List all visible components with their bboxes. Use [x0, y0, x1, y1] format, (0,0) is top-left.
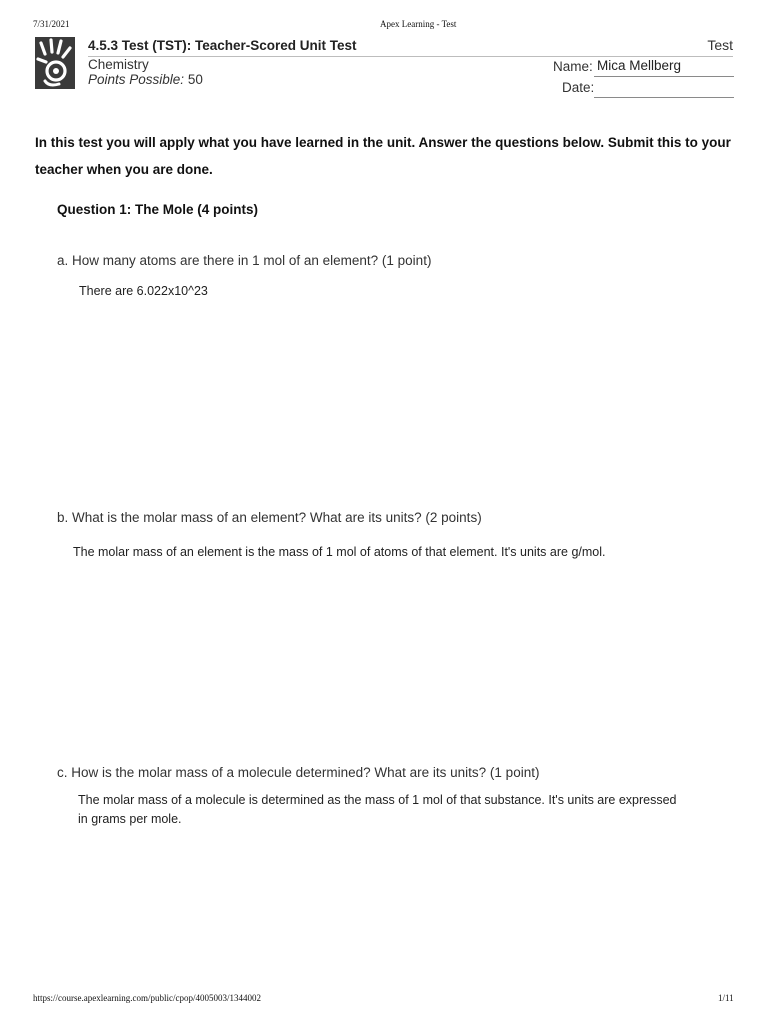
question-part-c: c. How is the molar mass of a molecule determined? What are its units? (1 point) — [57, 765, 540, 780]
answer-part-a[interactable]: There are 6.022x10^23 — [79, 284, 208, 298]
points-possible-label: Points Possible: — [88, 72, 185, 87]
points-possible-value: 50 — [187, 72, 203, 87]
answer-part-c[interactable]: The molar mass of a molecule is determined as the mass of 1 mol of that substance. It's units are expressed in grams per mole. — [78, 793, 677, 826]
course-subject: Chemistry — [88, 57, 149, 72]
question-part-b: b. What is the molar mass of an element? What are its units? (2 points) — [57, 510, 482, 525]
print-date: 7/31/2021 — [33, 19, 70, 29]
name-field[interactable]: Mica Mellberg — [597, 58, 682, 73]
header-divider — [88, 56, 733, 57]
test-instructions: In this test you will apply what you have learned in the unit. Answer the questions below. Submit this to your teacher when you are done. — [35, 135, 731, 177]
apex-logo-icon — [35, 37, 75, 89]
print-url: https://course.apexlearning.com/public/cpop/4005003/1344002 — [33, 993, 261, 1003]
date-label: Date: — [562, 80, 595, 95]
name-field-underline — [594, 76, 734, 77]
date-field[interactable] — [594, 97, 734, 98]
test-type-label: Test — [707, 37, 733, 53]
page-number: 1/11 — [718, 993, 734, 1003]
name-label: Name: — [553, 59, 593, 74]
question-heading: Question 1: The Mole (4 points) — [57, 202, 259, 217]
print-page-title: Apex Learning - Test — [380, 19, 457, 29]
question-part-a: a. How many atoms are there in 1 mol of an element? (1 point) — [57, 253, 432, 268]
answer-part-b[interactable]: The molar mass of an element is the mass of 1 mol of atoms of that element. It's units are g/mol. — [73, 545, 606, 559]
points-possible — [88, 72, 203, 87]
test-title: 4.5.3 Test (TST): Teacher-Scored Unit Test — [88, 38, 357, 53]
